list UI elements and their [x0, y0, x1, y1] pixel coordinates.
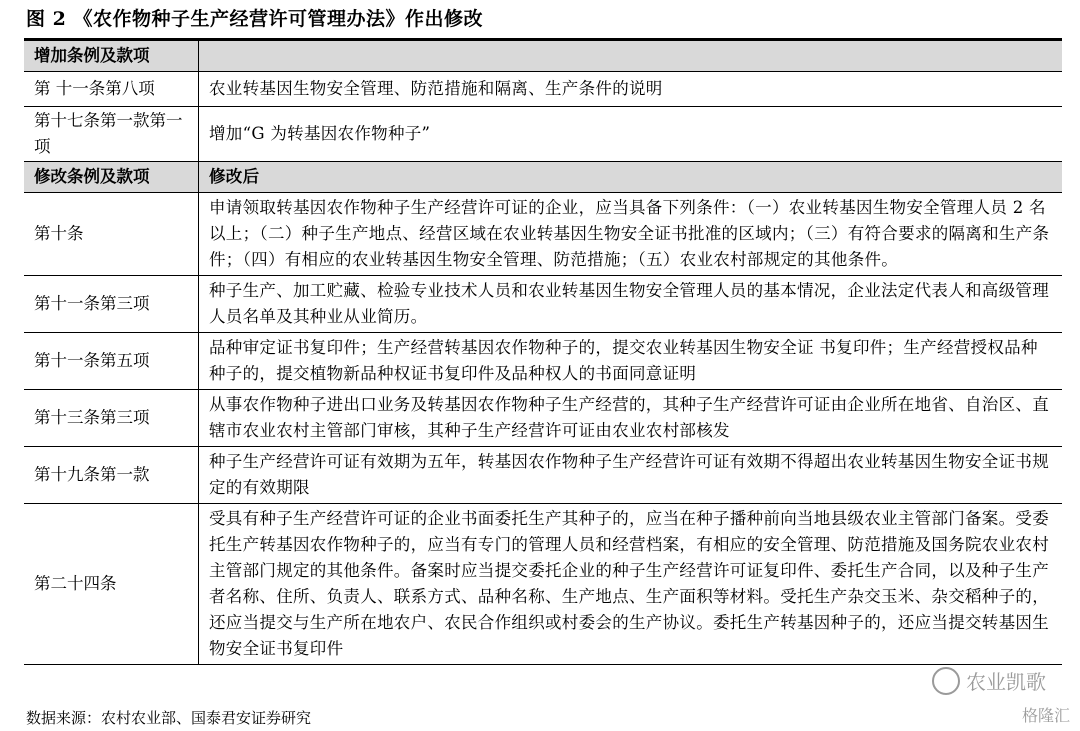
- clause-cell: 第 十一条第八项: [24, 72, 199, 106]
- table-row: [24, 193, 1062, 276]
- clause-cell: 第十七条第一款第一项: [24, 107, 199, 161]
- section-header-modified: [24, 162, 1062, 193]
- clause-cell: 第二十四条: [24, 504, 199, 664]
- figure-title: 图 2 《农作物种子生产经营许可管理办法》作出修改: [26, 8, 483, 30]
- site-watermark: 格隆汇: [1021, 706, 1070, 725]
- watermark-text: 农业凯歌: [966, 670, 1046, 694]
- header-clause: 增加条例及款项: [24, 41, 199, 71]
- clause-cell: 第十条: [24, 193, 199, 275]
- data-source-note: 数据来源：农村农业部、国泰君安证券研究: [26, 709, 312, 727]
- content-cell: 增加“G 为转基因农作物种子”: [209, 124, 431, 143]
- table-row: [24, 333, 1062, 390]
- header-content: [199, 41, 1062, 71]
- header-content: 修改后: [199, 162, 1062, 192]
- clause-cell: 第十九条第一款: [24, 447, 199, 503]
- content-cell: 种子生产、加工贮藏、检验专业技术人员和农业转基因生物安全管理人员的基本情况，企业法定代表人和高级管理人员名单及其种业从业简历。: [209, 281, 1049, 326]
- table-row: [24, 276, 1062, 333]
- clause-cell: 第十一条第三项: [24, 276, 199, 332]
- clause-cell: 第十一条第五项: [24, 333, 199, 389]
- wechat-watermark: [932, 666, 1046, 695]
- section-header-added: [24, 41, 1062, 72]
- table-row: [24, 390, 1062, 447]
- table-row: [24, 504, 1062, 664]
- content-cell: 种子生产经营许可证有效期为五年，转基因农作物种子生产经营许可证有效期不得超出农业转基因生物安全证书规定的有效期限: [209, 452, 1049, 497]
- content-cell: 品种审定证书复印件；生产经营转基因农作物种子的，提交农业转基因生物安全证 书复印件；生产经营授权品种种子的，提交植物新品种权证书复印件及品种权人的书面同意证明: [209, 338, 1038, 383]
- table-row: [24, 447, 1062, 504]
- wechat-icon: [932, 667, 960, 695]
- content-cell: 申请领取转基因农作物种子生产经营许可证的企业，应当具备下列条件：（一）农业转基因生物安全管理人员 2 名以上；（二）种子生产地点、经营区域在农业转基因生物安全证书批准的区域内；（三）有符合要求的隔离和生产条件；（四）有相应的农业转基因生物安全管理、防范措施；（五）农业农村部规定的其他条件。: [209, 198, 1050, 269]
- content-cell: 农业转基因生物安全管理、防范措施和隔离、生产条件的说明: [209, 79, 663, 98]
- header-clause: 修改条例及款项: [24, 162, 199, 192]
- regulation-table: [24, 38, 1062, 665]
- clause-cell: 第十三条第三项: [24, 390, 199, 446]
- table-row: [24, 107, 1062, 162]
- content-cell: 从事农作物种子进出口业务及转基因农作物种子生产经营的，其种子生产经营许可证由企业所在地省、自治区、直辖市农业农村主管部门审核，其种子生产经营许可证由农业农村部核发: [209, 395, 1049, 440]
- content-cell: 受具有种子生产经营许可证的企业书面委托生产其种子的，应当在种子播种前向当地县级农业主管部门备案。受委托生产转基因农作物种子的，应当有专门的管理人员和经营档案，有相应的安全管理、防范措施及国务院农业农村主管部门规定的其他条件。备案时应当提交委托企业的种子生产经营许可证复印件、委托生产合同，以及种子生产者名称、住所、负责人、联系方式、品种名称、生产地点、生产面积等材料。受托生产杂交玉米、杂交稻种子的，还应当提交与生产所在地农户、农民合作组织或村委会的生产协议。委托生产转基因种子的，还应当提交转基因生物安全证书复印件: [209, 509, 1049, 658]
- table-row: [24, 72, 1062, 107]
